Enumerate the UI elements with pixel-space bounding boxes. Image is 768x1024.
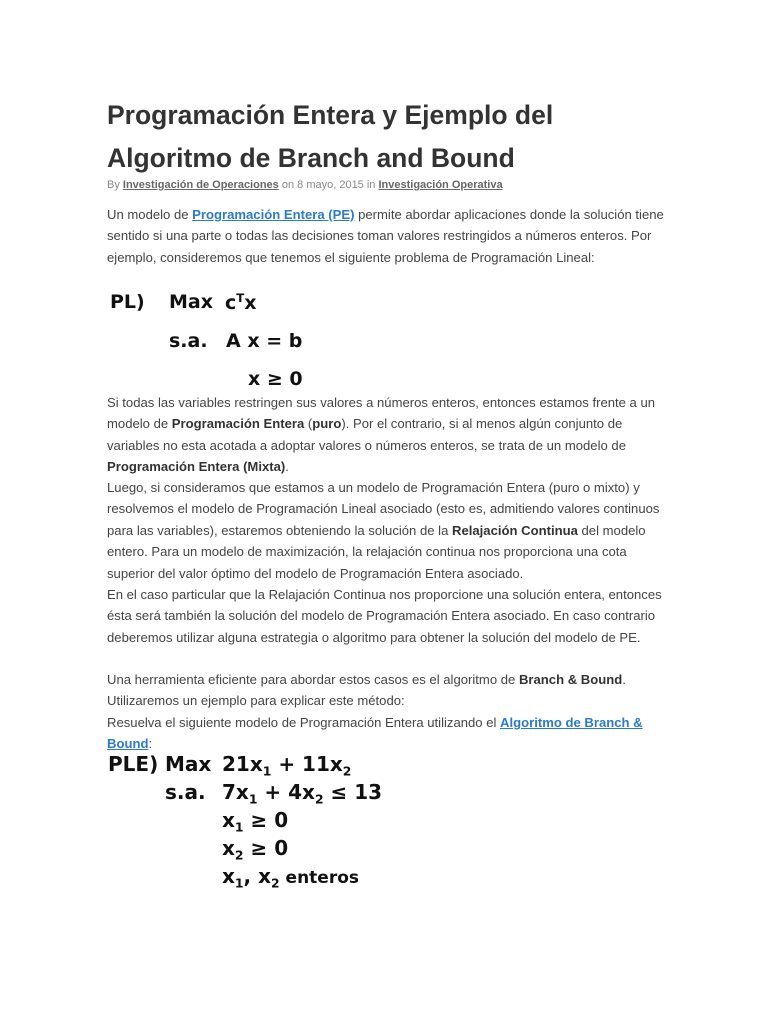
c2-sub: 1: [234, 819, 244, 835]
pl-constraint: A x = b: [226, 330, 303, 352]
p1-a: Si todas las variables restringen sus valores a números enteros, entonces estamos frente a un modelo de: [107, 395, 656, 432]
paragraph-branch-bound: [107, 669, 667, 712]
pl-objective: [225, 291, 257, 314]
meta-date: on 8 mayo, 2015 in: [278, 179, 379, 191]
paragraph-exercise: [107, 712, 667, 755]
ple-sa: s.a.: [165, 780, 206, 804]
c1-sub2: 2: [314, 791, 324, 807]
c4-a: x: [222, 864, 235, 888]
c3-a: x: [222, 836, 235, 860]
pe-link[interactable]: Programación Entera (PE): [192, 207, 355, 222]
p2-b: Relajación Continua: [452, 522, 578, 538]
paragraph-integer-types: [107, 392, 667, 478]
c1-c: ≤ 13: [323, 780, 383, 804]
intro-paragraph: [107, 204, 667, 268]
ple-obj-sub1: 1: [262, 763, 272, 779]
pl-max: Max: [169, 291, 213, 313]
c4-b: , x: [243, 864, 271, 888]
ple-obj-sub2: 2: [342, 763, 352, 779]
p2-c: del modelo entero. Para un modelo de maximización, la relajación continua nos proporciona una cota superior del valor óptimo del modelo de Programación Entera asociado.: [107, 522, 646, 581]
paragraph-integer-solution: En el caso particular que la Relajación Continua nos proporcione una solución entera, entonces ésta será también la solución del modelo de Programación Entera asociado. En caso contrario deberemos utilizar alguna estrategia o algoritmo para obtener la solución del modelo de PE.: [107, 587, 662, 645]
p4-c: . Utilizaremos un ejemplo para explicar este método:: [107, 672, 626, 709]
branch-bound-link[interactable]: Algoritmo de Branch & Bound: [107, 715, 643, 752]
c1-a: 7x: [222, 780, 249, 804]
intro-lead: Un modelo de: [107, 207, 193, 222]
ple-objective: [222, 752, 351, 778]
c3-b: ≥ 0: [243, 836, 289, 860]
ple-obj-b: + 11x: [271, 752, 343, 776]
author-link[interactable]: Investigación de Operaciones: [122, 179, 279, 191]
ple-label: PLE): [108, 752, 159, 776]
pl-obj-T: T: [236, 291, 245, 305]
ple-max: Max: [165, 752, 212, 776]
p1-e: ). Por el contrario, si al menos algún conjunto de variables no esta acotada a adoptar valores o números enteros, se trata de un modelo de: [107, 416, 626, 453]
c1-b: + 4x: [257, 780, 315, 804]
p4-a: Una herramienta eficiente para abordar estos casos es el algoritmo de: [107, 672, 519, 687]
p1-d: puro: [312, 416, 342, 432]
ple-constraint-2: [222, 808, 288, 834]
ple-constraint-1: [222, 780, 382, 806]
p4-b: Branch & Bound: [518, 672, 623, 687]
c4-c: enteros: [279, 868, 360, 888]
meta-by: By: [107, 179, 123, 191]
p1-g: .: [285, 459, 289, 475]
p1-b: Programación Entera: [171, 416, 305, 432]
ple-constraint-3: [222, 836, 288, 862]
c3-sub: 2: [234, 847, 244, 863]
c2-b: ≥ 0: [243, 808, 289, 832]
paragraph-relaxation: [107, 477, 667, 584]
p1-c: (: [304, 416, 313, 432]
ple-obj-a: 21x: [222, 752, 263, 776]
p5-c: :: [148, 736, 153, 752]
ple-constraint-4: [222, 864, 359, 890]
c4-sub1: 1: [234, 875, 244, 891]
p1-f: Programación Entera (Mixta): [107, 459, 286, 475]
pl-label: PL): [110, 291, 145, 313]
c1-sub1: 1: [248, 791, 258, 807]
p2-a: Luego, si consideramos que estamos a un modelo de Programación Entera (puro o mixto) y resolvemos el modelo de Programación Lineal asociado (esto es, admitiendo valores continuos para las variables), estaremos obteniendo la solución de la: [107, 480, 660, 538]
pl-nonneg: x ≥ 0: [248, 368, 303, 390]
intro-rest: permite abordar aplicaciones donde la solución tiene sentido si una parte o todas las decisiones toman valores restringidos a números enteros. Por ejemplo, consideremos que tenemos el siguiente problema de Programación Lineal:: [107, 207, 664, 265]
pl-sa: s.a.: [169, 330, 208, 352]
pl-obj-x: x: [244, 292, 257, 315]
post-meta: [107, 179, 503, 191]
p5-a: Resuelva el siguiente modelo de Programación Entera utilizando el: [107, 715, 501, 730]
page-title: Programación Entera y Ejemplo del Algoritmo de Branch and Bound: [107, 100, 554, 173]
c4-sub2: 2: [271, 875, 280, 891]
c2-a: x: [222, 808, 235, 832]
pl-obj-c: c: [225, 292, 237, 315]
category-link[interactable]: Investigación Operativa: [378, 179, 503, 191]
